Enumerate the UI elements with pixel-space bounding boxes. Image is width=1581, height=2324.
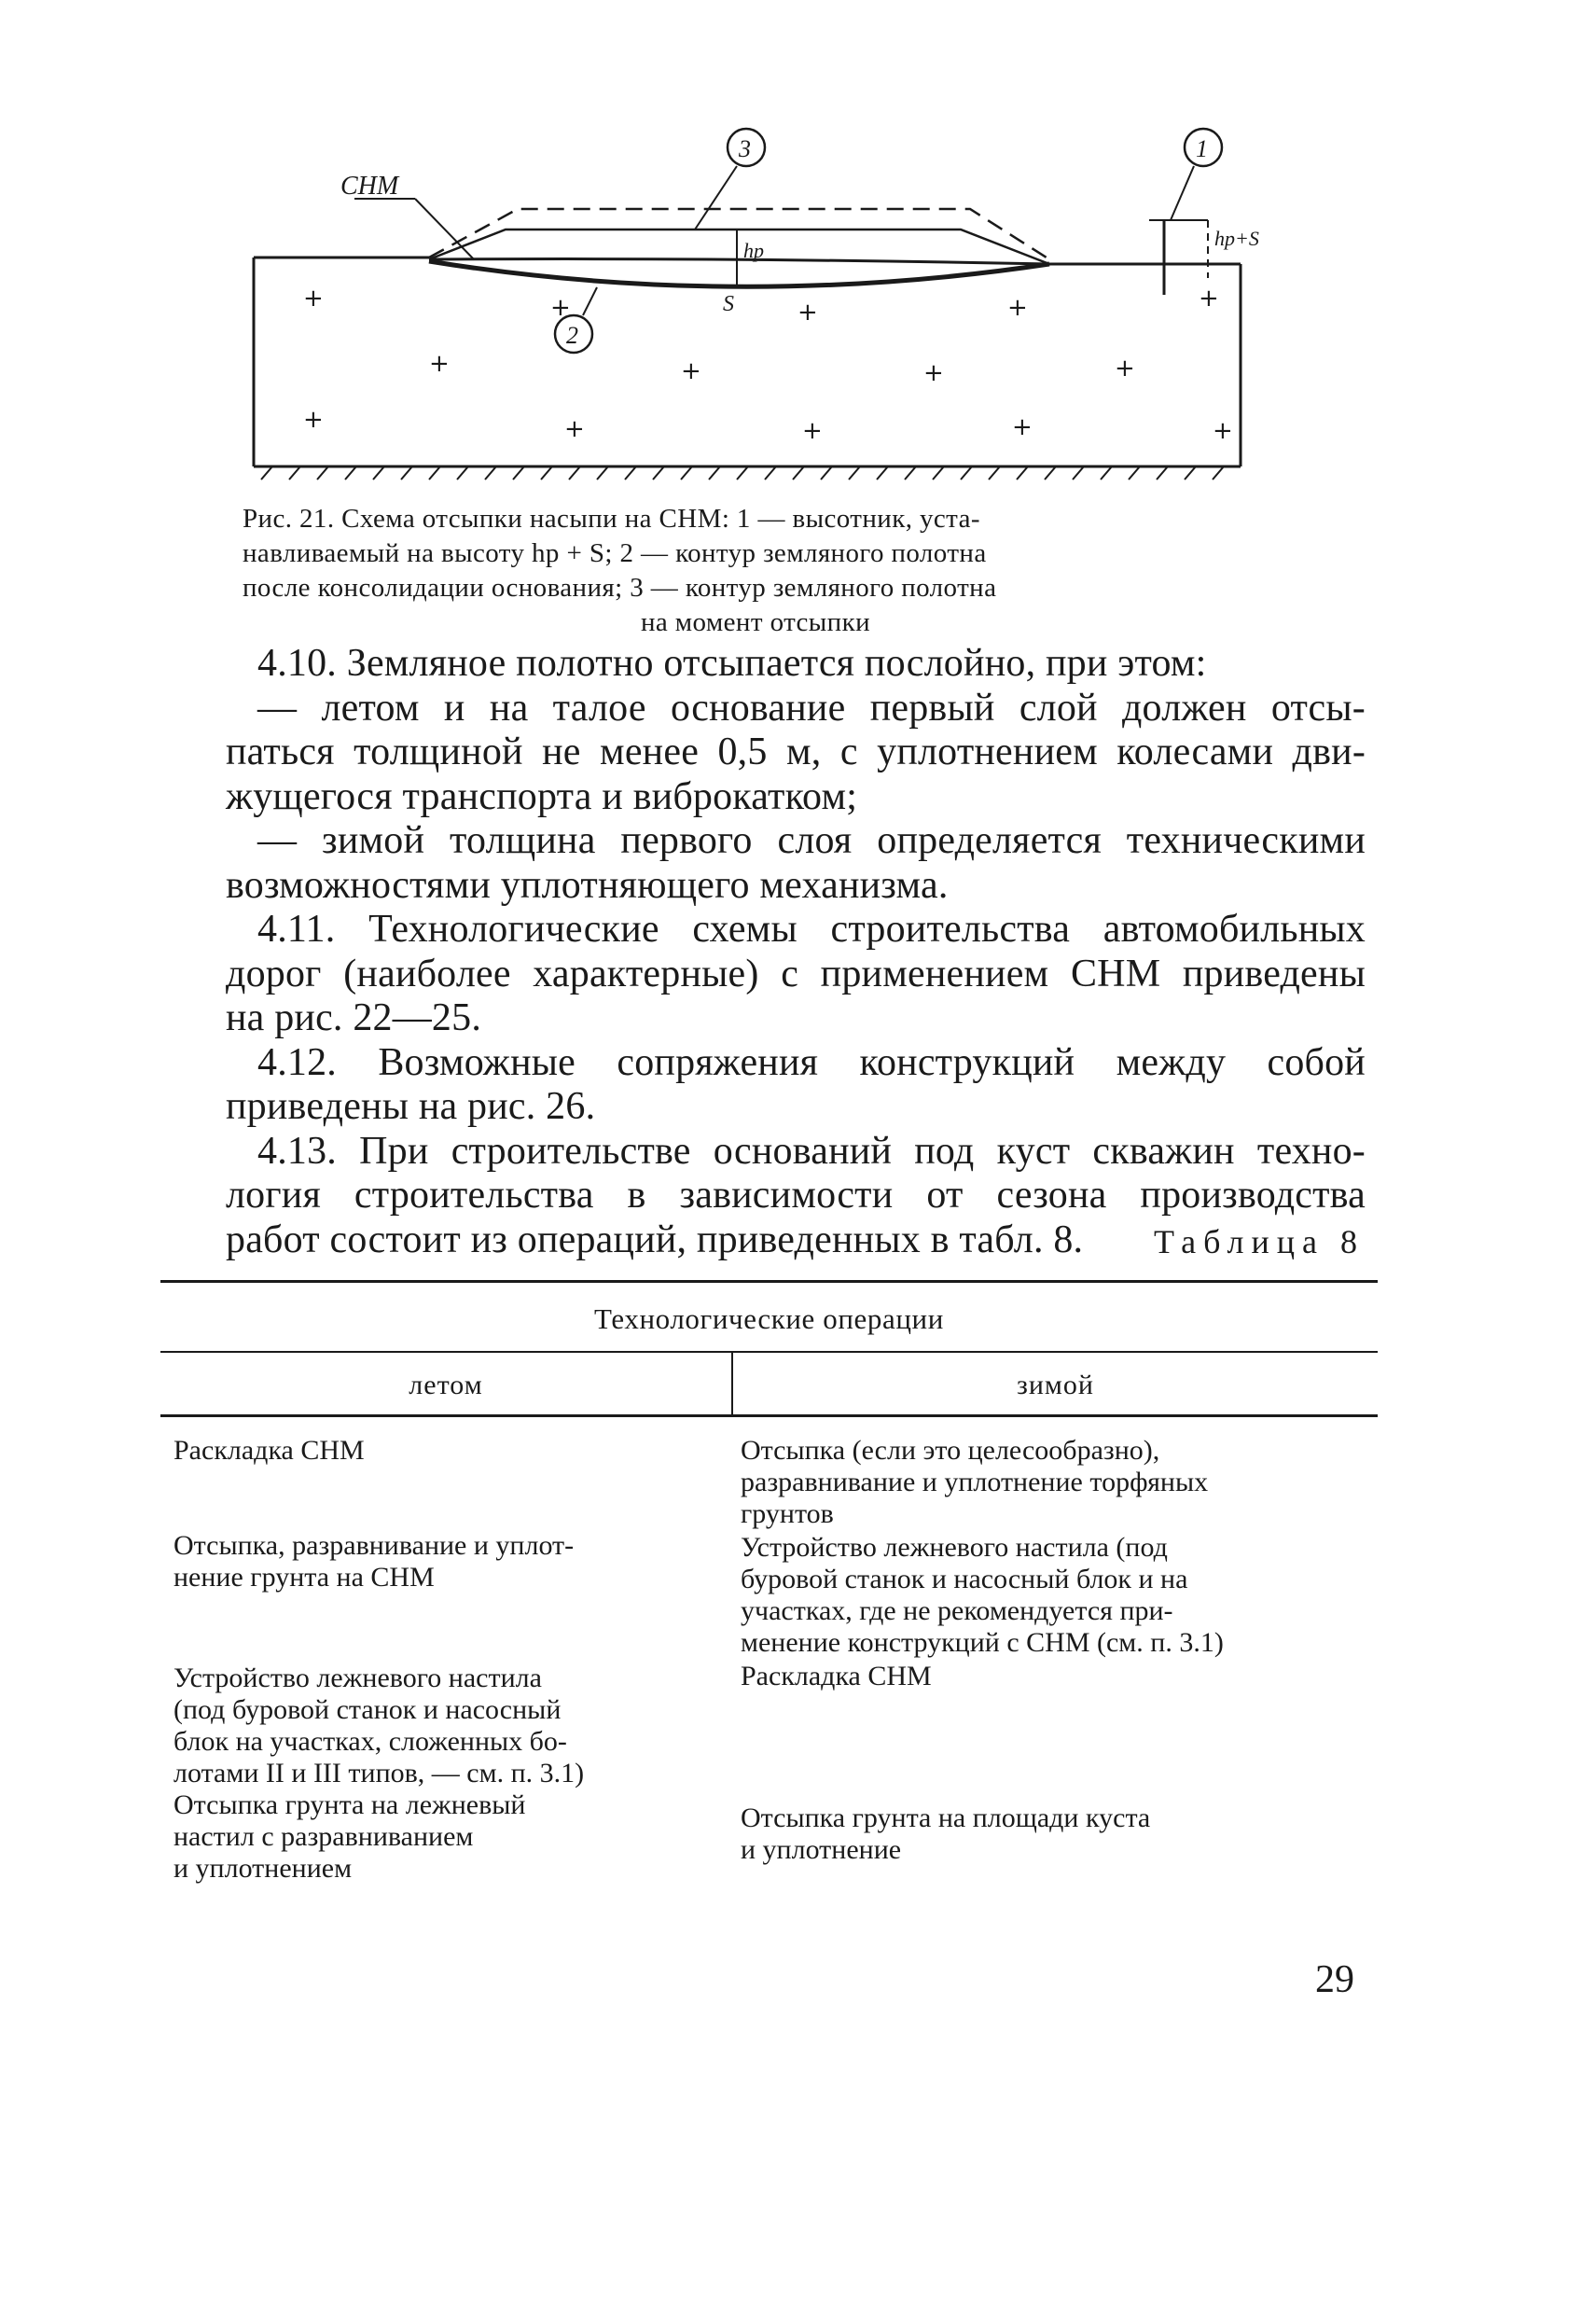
caption-line: Рис. 21. Схема отсыпки насыпи на СНМ: 1 — высотник, уста-	[243, 504, 980, 534]
table-cell-summer	[173, 1789, 526, 1885]
cell-line: Раскладка СНМ	[173, 1435, 365, 1466]
text-line: логия строительства в зависимости от сезона производства	[226, 1174, 1366, 1217]
svg-text:+: +	[1007, 294, 1028, 322]
cell-line: участках, где не рекомендуется при-	[741, 1595, 1173, 1626]
svg-text:+: +	[797, 299, 818, 327]
page-number: 29	[1315, 1958, 1354, 2001]
text-line: 4.13. При строительстве оснований под куст скважин техно-	[257, 1129, 1366, 1173]
table-cell-winter	[741, 1802, 1150, 1866]
text-line: — зимой толщина первого слоя определяется техническими	[257, 819, 1366, 862]
table-title: Технологические операции	[594, 1302, 944, 1335]
text-line: на рис. 22—25.	[226, 996, 482, 1039]
cell-line: Устройство лежневого настила (под	[741, 1532, 1168, 1563]
table-cell-winter	[741, 1532, 1224, 1659]
cell-line: настил с разравниванием	[173, 1821, 474, 1852]
cell-line: разравнивание и уплотнение торфяных	[741, 1467, 1209, 1497]
svg-text:+: +	[1012, 413, 1033, 441]
table-label: Таблица 8	[1154, 1223, 1365, 1260]
table-header-bottom-rule	[160, 1414, 1378, 1417]
cell-line: Раскладка СНМ	[741, 1661, 932, 1691]
cell-line: нение грунта на СНМ	[173, 1562, 435, 1593]
column-header-summer: летом	[409, 1370, 483, 1400]
table-cell-summer	[173, 1435, 365, 1467]
text-line: — летом и на талое основание первый слой должен отсы-	[257, 686, 1366, 730]
cell-line: (под буровой станок и насосный	[173, 1694, 562, 1725]
hps-label: hр+S	[1214, 227, 1259, 250]
cell-line: Отсыпка, разравнивание и уплот-	[173, 1530, 575, 1561]
svg-text:+: +	[303, 406, 324, 434]
callout-3: 3	[739, 135, 751, 162]
s-label: S	[723, 292, 734, 316]
svg-text:+: +	[550, 294, 571, 322]
peat-symbols	[303, 285, 1233, 445]
cell-line: и уплотнение	[741, 1834, 902, 1865]
svg-text:+: +	[802, 417, 823, 445]
caption-line: навливаемый на высоту hр + S; 2 — контур земляного полотна	[243, 538, 987, 568]
svg-text:+: +	[303, 285, 324, 313]
text-line: жущегося транспорта и виброкатком;	[226, 774, 858, 818]
cell-line: грунтов	[741, 1498, 834, 1529]
snm-label: СНМ	[340, 172, 399, 201]
svg-text:+: +	[564, 415, 585, 443]
cell-line: блок на участках, сложенных бо-	[173, 1726, 567, 1757]
caption-line: после консолидации основания; 3 — контур земляного полотна	[243, 573, 997, 603]
text-line: паться толщиной не менее 0,5 м, с уплотнением колесами дви-	[226, 731, 1366, 773]
table-top-rule	[160, 1280, 1378, 1283]
column-header-winter: зимой	[1017, 1370, 1094, 1400]
svg-text:+: +	[1199, 285, 1219, 313]
text-line: 4.12. Возможные сопряжения конструкций между собой	[257, 1040, 1366, 1084]
text-line: приведены на рис. 26.	[226, 1085, 596, 1128]
text-line: работ состоит из операций, приведенных в табл. 8.	[226, 1218, 1084, 1261]
table-cell-winter	[741, 1661, 932, 1692]
table-header-rule	[160, 1351, 1378, 1353]
cell-line: Отсыпка грунта на площади куста	[741, 1802, 1151, 1833]
cell-line: Отсыпка грунта на лежневый	[173, 1789, 526, 1820]
text-line: дорог (наиболее характерные) с применением СНМ приведены	[226, 952, 1366, 995]
svg-text:+: +	[1115, 355, 1135, 383]
table-cell-winter	[741, 1435, 1208, 1530]
caption-line: на момент отсыпки	[640, 607, 871, 637]
cell-line: Отсыпка (если это целесообразно),	[741, 1435, 1160, 1466]
svg-text:+: +	[1213, 417, 1233, 445]
svg-text:+: +	[681, 357, 701, 385]
figure-caption	[243, 502, 1269, 640]
table-cell-summer	[173, 1663, 584, 1789]
callout-2: 2	[566, 322, 578, 349]
figure-21-embankment-scheme	[252, 119, 1259, 493]
table-cell-summer	[173, 1530, 574, 1593]
embankment-diagram	[252, 119, 1259, 493]
cell-line: буровой станок и насосный блок и на	[741, 1564, 1188, 1594]
cell-line: и уплотнением	[173, 1853, 353, 1884]
text-line: 4.11. Технологические схемы строительства автомобильных	[257, 908, 1366, 951]
cell-line: Устройство лежневого настила	[173, 1663, 542, 1693]
text-line: 4.10. Земляное полотно отсыпается послойно, при этом:	[257, 642, 1207, 685]
hp-label: hр	[743, 239, 764, 262]
text-line: возможностями уплотняющего механизма.	[226, 863, 949, 907]
cell-line: менение конструкций с СНМ (см. п. 3.1)	[741, 1627, 1224, 1658]
cell-line: лотами II и III типов, — см. п. 3.1)	[173, 1758, 585, 1788]
callout-1: 1	[1196, 135, 1208, 162]
svg-text:+: +	[429, 350, 450, 378]
svg-text:+: +	[923, 359, 944, 387]
body-text	[226, 642, 1366, 1262]
